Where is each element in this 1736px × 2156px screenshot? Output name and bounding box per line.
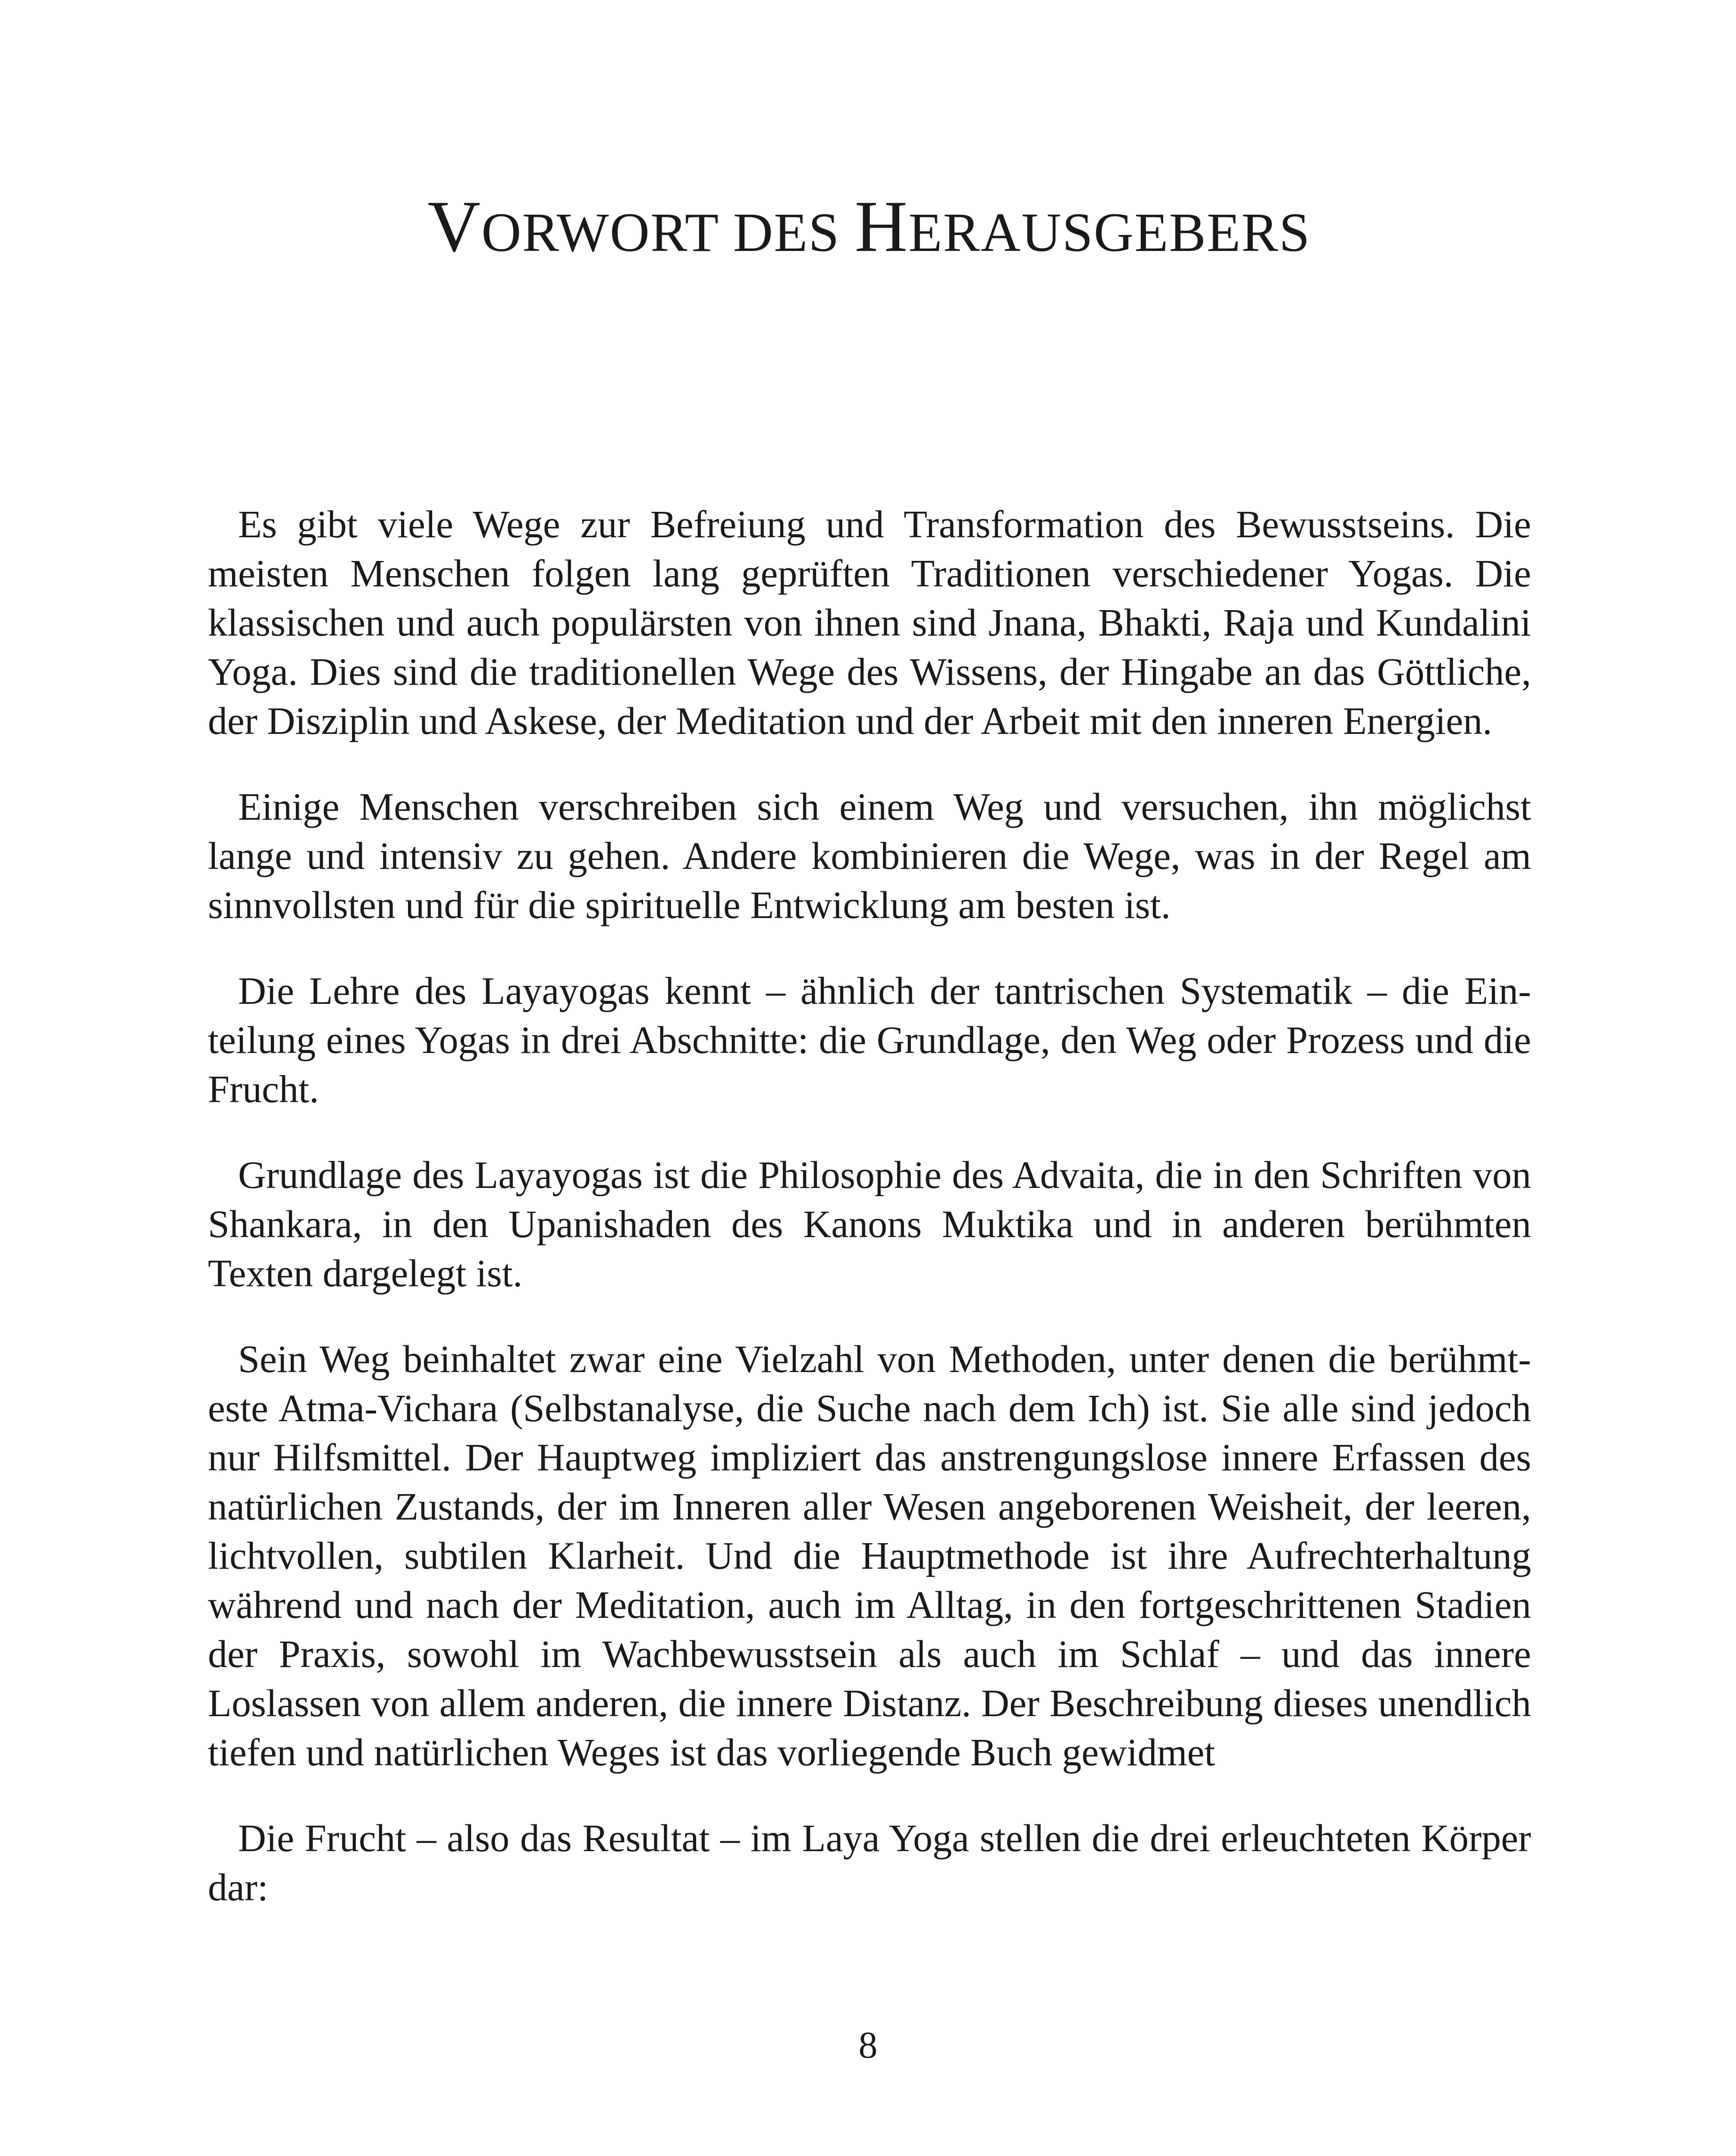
paragraph: Es gibt viele Wege zur Befreiung und Transformation des Bewusstseins. Die meisten Menschen folgen lang geprüften Traditionen verschiedener Yogas. Die klassischen und auch populärsten von ihnen sind Jnana, Bhakti, Raja und Kundalini Yoga. Dies sind die traditionellen Wege des Wissens, der Hingabe an das Göttliche, der Disziplin und Askese, der Meditation und der Arbeit mit den inneren Energien. [208,503,1531,743]
paragraph: Die Lehre des Layayogas kennt – ähnlich der tantrischen Systematik – die Einteilung eines Yogas in drei Abschnitte: die Grundlage, den Weg oder Prozess und die Frucht. [208,970,1531,1111]
paragraph: Einige Menschen verschreiben sich einem Weg und versuchen, ihn möglichst lange und intensiv zu gehen. Andere kombinieren die Wege, was in der Regel am sinnvollsten und für die spirituelle Entwicklung am besten ist. [208,786,1531,927]
paragraph: Sein Weg beinhaltet zwar eine Vielzahl von Methoden, unter denen die berühmteste Atma-Vichara (Selbstanalyse, die Suche nach dem Ich) ist. Sie alle sind jedoch nur Hilfsmittel. Der Hauptweg impliziert das anstrengungslose innere Erfassen des natürlichen Zustands, der im Inneren aller Wesen angeborenen Weisheit, der leeren, lichtvollen, subtilen Klarheit. Und die Hauptmethode ist ihre Aufrechterhaltung während und nach der Meditation, auch im Alltag, in den fortgeschrittenen Stadien der Praxis, sowohl im Wachbewusstsein als auch im Schlaf – und das innere Loslassen von allem anderen, die innere Distanz. Der Beschreibung dieses unendlich tiefen und natürlichen Weges ist das vorliegende Buch gewidmet [208,1338,1531,1774]
title-rest-1: ORWORT DES [481,202,855,263]
paragraph: Die Frucht – also das Resultat – im Laya Yoga stellen die drei erleuchteten Körper dar: [208,1817,1531,1909]
title-initial-1: V [427,186,482,267]
paragraph: Grundlage des Layayogas ist die Philosophie des Advaita, die in den Schriften von Shankara, in den Upanishaden des Kanons Muktika und in anderen berühmten Texten dargelegt ist. [208,1154,1531,1295]
body-text [208,500,1531,1949]
chapter-title [207,186,1531,267]
page-number: 8 [858,2024,878,2066]
title-initial-2: H [854,186,909,267]
title-rest-2: ERAUSGEBERS [908,202,1311,263]
